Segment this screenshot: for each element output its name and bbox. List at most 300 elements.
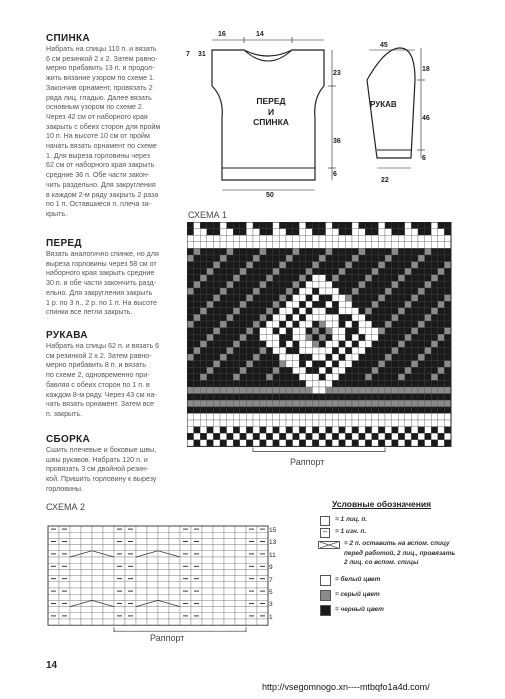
scheme1-cell: [207, 380, 214, 387]
scheme2-cell: [103, 607, 114, 613]
scheme1-cell: [273, 420, 280, 427]
scheme1-cell: [200, 413, 207, 420]
scheme1-cell: [438, 354, 445, 361]
scheme1-cell: [365, 308, 372, 315]
scheme1-cell: [326, 321, 333, 328]
scheme1-cell: [253, 275, 260, 282]
scheme1-cell: [332, 334, 339, 341]
scheme1-cell: [194, 374, 201, 381]
scheme1-cell: [365, 440, 372, 447]
back-line: Закончив орнамент, провязать 2: [46, 83, 153, 92]
scheme1-cell: [405, 235, 412, 242]
scheme1-cell: [339, 440, 346, 447]
scheme1-cell: [438, 268, 445, 275]
scheme1-cell: [207, 400, 214, 407]
scheme2-cell: [81, 619, 92, 625]
legend-cable-line1: = 2 п. оставить на вспом. спицу: [344, 540, 450, 547]
scheme1-cell: [279, 361, 286, 368]
scheme1-cell: [326, 248, 333, 255]
scheme1-cell: [326, 380, 333, 387]
scheme1-cell: [194, 427, 201, 434]
scheme1-cell: [306, 427, 313, 434]
scheme1-cell: [312, 420, 319, 427]
scheme1-cell: [286, 314, 293, 321]
scheme1-cell: [392, 321, 399, 328]
scheme2-cell: [191, 557, 202, 563]
scheme2-cell: [235, 594, 246, 600]
scheme1-cell: [425, 301, 432, 308]
scheme1-cell: [253, 222, 260, 229]
scheme1-cell: [187, 420, 194, 427]
scheme1-cell: [339, 328, 346, 335]
scheme2-cell: [169, 594, 180, 600]
scheme1-cell: [319, 427, 326, 434]
scheme1-cell: [345, 334, 352, 341]
scheme1-cell: [378, 275, 385, 282]
scheme1-cell: [345, 255, 352, 262]
scheme1-cell: [293, 328, 300, 335]
scheme1-cell: [372, 347, 379, 354]
scheme1-cell: [339, 427, 346, 434]
sleeve-line: см резинкой 2 х 2. Затем равно-: [46, 351, 152, 360]
scheme1-cell: [200, 433, 207, 440]
scheme1-cell: [326, 394, 333, 401]
back-line: жить вязание узором по схеме 1.: [46, 74, 155, 83]
scheme1-cell: [260, 341, 267, 348]
scheme1-cell: [411, 427, 418, 434]
scheme1-cell: [405, 295, 412, 302]
scheme1-cell: [326, 235, 333, 242]
scheme1-cell: [279, 248, 286, 255]
scheme1-cell: [339, 222, 346, 229]
scheme1-cell: [220, 387, 227, 394]
body-label-line3: СПИНКА: [253, 117, 289, 127]
scheme1-cell: [220, 328, 227, 335]
scheme1-cell: [200, 275, 207, 282]
scheme1-cell: [220, 248, 227, 255]
scheme1-cell: [286, 328, 293, 335]
scheme1-cell: [385, 242, 392, 249]
scheme2-cell: [235, 532, 246, 538]
scheme1-cell: [200, 341, 207, 348]
scheme1-cell: [352, 374, 359, 381]
scheme2-cell: [235, 588, 246, 594]
scheme1-cell: [213, 440, 220, 447]
scheme2-cell: [125, 545, 136, 551]
scheme1-cell: [279, 427, 286, 434]
scheme1-cell: [398, 380, 405, 387]
scheme1-cell: [306, 380, 313, 387]
scheme1-cell: [266, 347, 273, 354]
scheme1-cell: [227, 387, 234, 394]
scheme2-cell: [158, 532, 169, 538]
scheme1-cell: [352, 334, 359, 341]
scheme1-cell: [359, 262, 366, 269]
scheme2-cell: [235, 582, 246, 588]
scheme2-row-number: 13: [269, 539, 277, 547]
scheme1-cell: [233, 255, 240, 262]
scheme2-cell: [48, 532, 59, 538]
scheme1-cell: [207, 328, 214, 335]
scheme1-cell: [365, 407, 372, 414]
scheme1-cell: [220, 420, 227, 427]
scheme2-cell: [48, 582, 59, 588]
scheme2-cell: [257, 569, 268, 575]
scheme1-cell: [266, 374, 273, 381]
scheme1-cell: [326, 308, 333, 315]
scheme1-cell: [286, 427, 293, 434]
scheme1-cell: [233, 222, 240, 229]
scheme1-cell: [418, 433, 425, 440]
scheme1-cell: [398, 427, 405, 434]
scheme1-cell: [345, 222, 352, 229]
scheme1-cell: [319, 229, 326, 236]
scheme1-cell: [293, 314, 300, 321]
scheme2-cell: [158, 563, 169, 569]
scheme1-cell: [207, 347, 214, 354]
scheme1-cell: [378, 301, 385, 308]
scheme1-cell: [372, 341, 379, 348]
scheme1-cell: [200, 268, 207, 275]
scheme1-cell: [359, 407, 366, 414]
scheme1-cell: [286, 222, 293, 229]
scheme1-cell: [431, 262, 438, 269]
scheme1-cell: [273, 242, 280, 249]
scheme2-cell: [202, 569, 213, 575]
legend-cable-line3: 2 лиц. со вспом. спицы: [344, 559, 419, 566]
scheme1-cell: [438, 295, 445, 302]
scheme1-cell: [220, 281, 227, 288]
scheme1-cell: [266, 281, 273, 288]
scheme1-cell: [312, 248, 319, 255]
scheme1-cell: [194, 328, 201, 335]
scheme1-cell: [227, 380, 234, 387]
scheme1-cell: [233, 347, 240, 354]
scheme1-cell: [293, 367, 300, 374]
scheme1-cell: [418, 374, 425, 381]
scheme1-cell: [233, 242, 240, 249]
scheme2-cell: [81, 563, 92, 569]
scheme1-cell: [411, 248, 418, 255]
scheme1-cell: [345, 288, 352, 295]
scheme1-cell: [207, 321, 214, 328]
scheme1-cell: [378, 394, 385, 401]
scheme1-cell: [260, 440, 267, 447]
scheme1-cell: [431, 248, 438, 255]
scheme1-cell: [372, 229, 379, 236]
scheme1-cell: [431, 321, 438, 328]
scheme1-cell: [253, 328, 260, 335]
scheme1-cell: [240, 262, 247, 269]
scheme2-cell: [136, 607, 147, 613]
scheme1-cell: [398, 321, 405, 328]
scheme2-cell: [257, 545, 268, 551]
scheme1-cell: [392, 374, 399, 381]
scheme1-cell: [194, 394, 201, 401]
scheme1-cell: [425, 341, 432, 348]
scheme1-cell: [246, 361, 253, 368]
scheme1-cell: [365, 242, 372, 249]
scheme1-cell: [365, 380, 372, 387]
scheme2-cell: [180, 557, 191, 563]
scheme1-cell: [293, 361, 300, 368]
scheme2-cell: [224, 538, 235, 544]
scheme1-cell: [392, 400, 399, 407]
scheme1-cell: [365, 433, 372, 440]
scheme1-cell: [299, 440, 306, 447]
scheme1-cell: [378, 288, 385, 295]
scheme1-cell: [319, 308, 326, 315]
scheme1-cell: [365, 275, 372, 282]
scheme1-cell: [332, 255, 339, 262]
scheme1-cell: [246, 374, 253, 381]
scheme2-cell: [213, 613, 224, 619]
scheme1-cell: [194, 380, 201, 387]
scheme2-cell: [147, 532, 158, 538]
scheme1-cell: [266, 440, 273, 447]
scheme2-cell: [114, 619, 125, 625]
scheme1-cell: [299, 242, 306, 249]
scheme1-cell: [359, 288, 366, 295]
scheme1-cell: [418, 341, 425, 348]
scheme2-cell: [158, 538, 169, 544]
body-label-line1: ПЕРЕД: [256, 96, 286, 106]
scheme2-cell: [81, 526, 92, 532]
scheme1-cell: [227, 321, 234, 328]
scheme1-cell: [438, 374, 445, 381]
scheme2-cell: [224, 557, 235, 563]
scheme2-cell: [70, 569, 81, 575]
scheme1-cell: [286, 367, 293, 374]
scheme1-cell: [359, 341, 366, 348]
scheme1-cell: [312, 222, 319, 229]
scheme1-cell: [260, 281, 267, 288]
scheme1-cell: [352, 354, 359, 361]
scheme1-cell: [431, 380, 438, 387]
scheme1-cell: [200, 255, 207, 262]
scheme1-cell: [319, 281, 326, 288]
scheme1-cell: [326, 440, 333, 447]
scheme1-cell: [339, 255, 346, 262]
scheme1-cell: [398, 262, 405, 269]
scheme1-cell: [378, 420, 385, 427]
scheme1-cell: [405, 374, 412, 381]
scheme1-cell: [438, 314, 445, 321]
scheme1-cell: [405, 387, 412, 394]
scheme2-cell: [158, 576, 169, 582]
scheme1-cell: [418, 380, 425, 387]
scheme1-cell: [240, 380, 247, 387]
scheme1-cell: [299, 334, 306, 341]
scheme1-cell: [246, 413, 253, 420]
scheme1-cell: [425, 281, 432, 288]
scheme1-cell: [187, 301, 194, 308]
scheme1-cell: [253, 394, 260, 401]
scheme2-cell: [136, 532, 147, 538]
back-line: 62 см от наборного края закрыть: [46, 161, 155, 170]
scheme2-cell: [180, 582, 191, 588]
scheme1-cell: [187, 427, 194, 434]
scheme1-cell: [345, 321, 352, 328]
scheme1-cell: [227, 367, 234, 374]
scheme1-cell: [418, 427, 425, 434]
scheme1-cell: [392, 367, 399, 374]
scheme1-cell: [312, 295, 319, 302]
scheme1-cell: [352, 413, 359, 420]
scheme1-cell: [299, 275, 306, 282]
scheme1-cell: [365, 400, 372, 407]
back-line: средние 36 п. Обе части закон-: [46, 171, 150, 180]
scheme1-cell: [405, 301, 412, 308]
scheme1-cell: [418, 440, 425, 447]
scheme1-cell: [352, 420, 359, 427]
scheme1-cell: [260, 394, 267, 401]
scheme1-cell: [306, 288, 313, 295]
scheme1-cell: [246, 380, 253, 387]
scheme1-cell: [444, 427, 451, 434]
scheme1-cell: [306, 328, 313, 335]
scheme1-cell: [431, 301, 438, 308]
scheme1-cell: [220, 334, 227, 341]
scheme1-cell: [246, 394, 253, 401]
scheme1-cell: [392, 268, 399, 275]
scheme1-cell: [200, 288, 207, 295]
scheme1-cell: [378, 248, 385, 255]
scheme1-cell: [332, 440, 339, 447]
scheme2-cell: [48, 594, 59, 600]
scheme1-cell: [411, 347, 418, 354]
scheme1-cell: [299, 222, 306, 229]
scheme2-cell: [59, 619, 70, 625]
scheme1-cell: [273, 407, 280, 414]
scheme2-cell: [235, 551, 246, 557]
scheme1-cell: [246, 288, 253, 295]
scheme1-cell: [240, 394, 247, 401]
scheme1-cell: [339, 242, 346, 249]
scheme1-cell: [306, 281, 313, 288]
scheme1-cell: [213, 281, 220, 288]
scheme1-cell: [352, 380, 359, 387]
scheme2-cell: [180, 594, 191, 600]
scheme1-cell: [220, 321, 227, 328]
scheme1-cell: [438, 255, 445, 262]
cable-symbol: [318, 541, 340, 549]
scheme1-cell: [286, 275, 293, 282]
scheme1-cell: [405, 433, 412, 440]
scheme1-cell: [352, 367, 359, 374]
scheme1-cell: [332, 308, 339, 315]
scheme2-cell: [235, 619, 246, 625]
scheme1-cell: [227, 361, 234, 368]
scheme1-cell: [418, 255, 425, 262]
scheme1-cell: [411, 354, 418, 361]
scheme1-cell: [411, 420, 418, 427]
scheme1-cell: [372, 413, 379, 420]
scheme1-cell: [266, 334, 273, 341]
scheme1-cell: [312, 374, 319, 381]
scheme1-cell: [312, 347, 319, 354]
scheme1-cell: [319, 374, 326, 381]
scheme2-cell: [70, 563, 81, 569]
scheme1-cell: [246, 354, 253, 361]
scheme1-cell: [207, 341, 214, 348]
scheme1-cell: [273, 328, 280, 335]
scheme2-cell: [257, 532, 268, 538]
scheme1-cell: [187, 295, 194, 302]
scheme1-cell: [306, 341, 313, 348]
scheme1-cell: [359, 334, 366, 341]
scheme1-cell: [293, 229, 300, 236]
scheme2-cell: [257, 607, 268, 613]
scheme1-cell: [194, 308, 201, 315]
scheme1-cell: [207, 268, 214, 275]
scheme2-cell: [81, 551, 92, 557]
scheme2-cell: [136, 538, 147, 544]
scheme1-cell: [299, 433, 306, 440]
scheme1-cell: [220, 433, 227, 440]
legend-knit-text: = 1 лиц. п.: [335, 516, 368, 523]
scheme1-cell: [352, 347, 359, 354]
scheme1-cell: [418, 347, 425, 354]
scheme1-cell: [359, 295, 366, 302]
scheme1-cell: [266, 367, 273, 374]
scheme2-cell: [147, 557, 158, 563]
scheme1-cell: [293, 275, 300, 282]
scheme1-cell: [425, 255, 432, 262]
scheme1-cell: [279, 341, 286, 348]
scheme2-cell: [70, 607, 81, 613]
scheme1-cell: [438, 229, 445, 236]
scheme1-cell: [411, 308, 418, 315]
scheme1-cell: [319, 275, 326, 282]
scheme1-cell: [411, 400, 418, 407]
scheme1-cell: [425, 229, 432, 236]
scheme2-cell: [224, 588, 235, 594]
scheme1-cell: [359, 248, 366, 255]
scheme1-cell: [372, 328, 379, 335]
scheme1-cell: [411, 334, 418, 341]
scheme1-cell: [227, 301, 234, 308]
scheme1-cell: [187, 367, 194, 374]
scheme1-cell: [378, 361, 385, 368]
scheme1-cell: [385, 374, 392, 381]
scheme1-cell: [372, 281, 379, 288]
front-line: Вязать аналогично спинке, но для: [46, 250, 159, 258]
scheme2-cell: [235, 613, 246, 619]
scheme2-cell: [48, 545, 59, 551]
scheme2-row-number: 3: [269, 601, 273, 609]
scheme2-cell: [103, 582, 114, 588]
scheme1-cell: [286, 242, 293, 249]
scheme1-cell: [385, 361, 392, 368]
scheme2-cell: [81, 594, 92, 600]
scheme2-cell: [158, 588, 169, 594]
scheme2-cell: [158, 613, 169, 619]
scheme1-cell: [438, 413, 445, 420]
scheme1-cell: [365, 301, 372, 308]
scheme1-cell: [385, 420, 392, 427]
scheme1-cell: [418, 281, 425, 288]
scheme1-cell: [194, 407, 201, 414]
scheme1-cell: [385, 275, 392, 282]
scheme1-cell: [246, 440, 253, 447]
scheme1-cell: [392, 361, 399, 368]
scheme1-cell: [438, 420, 445, 427]
scheme1-cell: [279, 328, 286, 335]
scheme2-cell: [92, 551, 103, 557]
scheme1-cell: [352, 301, 359, 308]
scheme1-cell: [319, 235, 326, 242]
